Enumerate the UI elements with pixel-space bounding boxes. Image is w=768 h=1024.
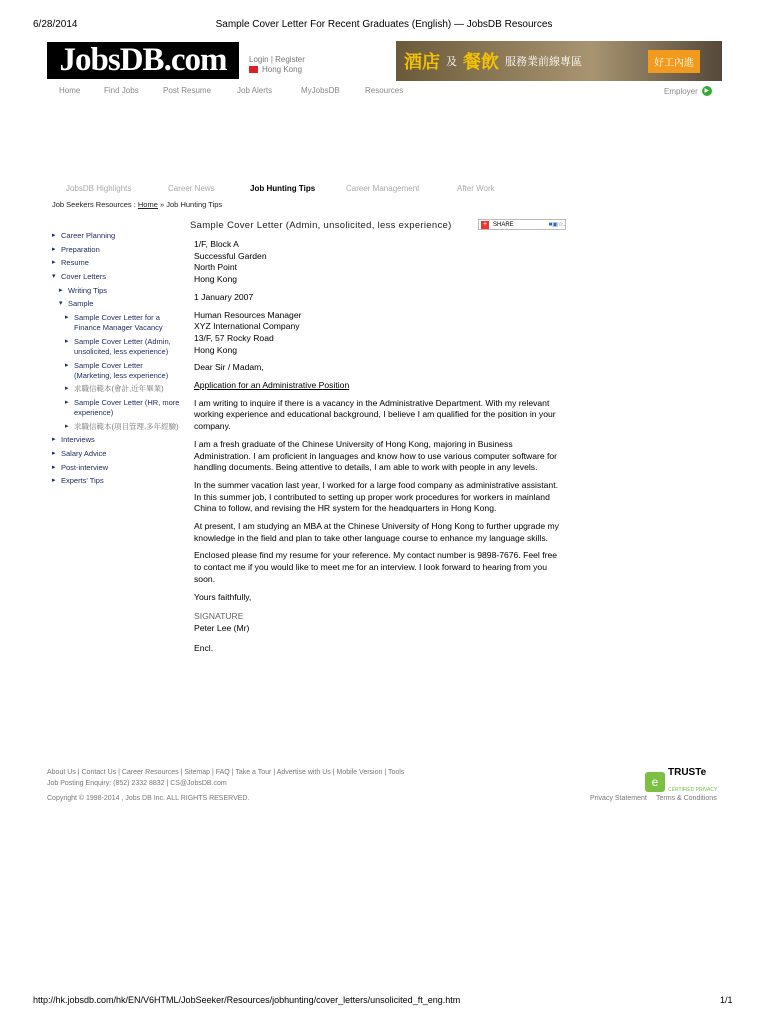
paragraph: At present, I am studying an MBA at the Chinese University of Hong Kong to further upgrade my knowledge in the field and plan to take other language course to enhance my language skills. xyxy=(194,521,559,543)
register-link[interactable]: Register xyxy=(275,55,305,64)
banner-text: 及 xyxy=(446,56,457,68)
sidebar-item-sample-accounting-zh[interactable]: ▸ 求職信範本(會計,近年畢業) xyxy=(65,384,182,394)
banner-text: 酒店 xyxy=(404,52,440,72)
privacy-link[interactable]: Privacy Statement xyxy=(590,795,647,802)
letter-date: 1 January 2007 xyxy=(194,291,254,302)
sidebar-item-salary-advice[interactable]: ▸ Salary Advice xyxy=(52,449,182,459)
sidebar-item-sample-pm-zh[interactable]: ▸ 求職信範本(項目管理,多年經驗) xyxy=(65,422,182,432)
recipient-line: Human Resources Manager xyxy=(194,309,302,320)
print-date: 6/28/2014 xyxy=(33,19,78,30)
sidebar-item-career-planning[interactable]: ▸ Career Planning xyxy=(52,231,182,241)
nav-home[interactable]: Home xyxy=(59,86,81,95)
footer-links[interactable]: About Us | Contact Us | Career Resources | Sitemap | FAQ | Take a Tour | Advertise with Us | Mobile Version | Tools xyxy=(47,769,405,776)
print-title: Sample Cover Letter For Recent Graduates (English) — JobsDB Resources xyxy=(215,19,553,30)
sidebar-item-interviews[interactable]: ▸ Interviews xyxy=(52,435,182,445)
sidebar-item-resume[interactable]: ▸ Resume xyxy=(52,258,182,268)
sidebar-item-sample-admin[interactable]: ▸ Sample Cover Letter (Admin, unsolicited, less experience) xyxy=(65,337,182,357)
nav-resources[interactable]: Resources xyxy=(365,86,404,95)
breadcrumb-prefix: Job Seekers Resources : xyxy=(52,200,136,209)
hong-kong-flag-icon xyxy=(249,66,258,73)
plus-icon: + xyxy=(482,220,488,228)
signer-name: Peter Lee (Mr) xyxy=(194,622,250,633)
sidebar-item-sample[interactable]: ▾ Sample xyxy=(59,299,182,309)
terms-link[interactable]: Terms & Conditions xyxy=(656,795,717,802)
recipient-line: XYZ International Company xyxy=(194,321,300,332)
recipient-line: Hong Kong xyxy=(194,344,238,355)
print-page: 1/1 xyxy=(720,995,733,1005)
region-link[interactable]: Hong Kong xyxy=(262,65,303,74)
address-line: Successful Garden xyxy=(194,250,267,261)
address-line: North Point xyxy=(194,262,237,273)
breadcrumb-separator: » xyxy=(160,200,165,209)
article-title: Sample Cover Letter (Admin, unsolicited, less experience) xyxy=(190,220,452,231)
closing: Yours faithfully, xyxy=(194,591,252,602)
breadcrumb xyxy=(52,200,222,209)
employer-label: Employer xyxy=(664,86,698,96)
paragraph: In the summer vacation last year, I worked for a large food company as administrative assistant. In this summer job, I contributed to setting up proper work procedures for workers in mainland China to follow, and revising the HR system for the headquarters in Hong Kong. xyxy=(194,479,558,514)
tab-career-management[interactable]: Career Management xyxy=(346,184,420,193)
salutation: Dear Sir / Madam, xyxy=(194,362,264,373)
nav-myjobsdb[interactable]: MyJobsDB xyxy=(301,86,340,95)
truste-sublabel: CERTIFIED PRIVACY xyxy=(668,787,718,793)
enclosure: Encl. xyxy=(194,642,214,653)
sidebar xyxy=(52,231,182,490)
print-url: http://hk.jobsdb.com/hk/EN/V6HTML/JobSeeker/Resources/jobhunting/cover_letters/unsolicited_ft_eng.htm xyxy=(33,995,461,1005)
sender-address xyxy=(194,239,564,286)
sidebar-item-sample-hr[interactable]: ▸ Sample Cover Letter (HR, more experience) xyxy=(65,398,182,418)
banner-text: 服務業前線專區 xyxy=(505,56,582,68)
jobsdb-logo[interactable]: JobsDB.com xyxy=(47,42,239,79)
breadcrumb-home[interactable]: Home xyxy=(137,200,158,209)
nav-find-jobs[interactable]: Find Jobs xyxy=(104,86,139,95)
truste-label: TRUSTe xyxy=(668,767,707,778)
login-link[interactable]: Login xyxy=(249,55,269,64)
address-line: Hong Kong xyxy=(194,274,238,285)
arrow-right-icon: ▶ xyxy=(702,86,712,96)
footer-enquiry[interactable]: Job Posting Enquiry: (852) 2332 8832 | CS@JobsDB.com xyxy=(47,780,227,787)
paragraph: I am a fresh graduate of the Chinese University of Hong Kong, majoring in Business Administration. I am proficient in languages and know how to use various computer software for handling documents. Being attentive to details, I am able to work with people in any levels. xyxy=(194,438,558,473)
sidebar-item-preparation[interactable]: ▸ Preparation xyxy=(52,245,182,255)
share-label: SHARE xyxy=(493,221,514,228)
sidebar-item-sample-finance[interactable]: ▸ Sample Cover Letter for a Finance Manager Vacancy xyxy=(65,313,182,333)
paragraph: Enclosed please find my resume for your reference. My contact number is 9898-7676. Feel free to contact me if you would like to meet me for an interview. I look forward to hearing from you soon. xyxy=(194,550,558,584)
sidebar-item-post-interview[interactable]: ▸ Post-interview xyxy=(52,463,182,473)
banner-text: 餐飲 xyxy=(463,52,499,72)
signature: SIGNATURE xyxy=(194,611,244,622)
recipient-address xyxy=(194,310,564,357)
separator: | xyxy=(270,55,273,64)
nav-post-resume[interactable]: Post Resume xyxy=(163,86,212,95)
tab-career-news[interactable]: Career News xyxy=(168,184,215,193)
banner-button[interactable]: 好工內進 xyxy=(648,50,700,73)
truste-icon: e xyxy=(645,772,665,792)
sidebar-item-writing-tips[interactable]: ▸ Writing Tips xyxy=(59,286,182,296)
social-icons: ■▣☆. xyxy=(548,222,565,228)
truste-badge[interactable] xyxy=(645,767,717,796)
employer-link[interactable] xyxy=(664,86,712,96)
sidebar-item-sample-marketing[interactable]: ▸ Sample Cover Letter (Marketing, less experience) xyxy=(65,361,182,381)
recipient-line: 13/F, 57 Rocky Road xyxy=(194,332,274,343)
sidebar-item-cover-letters[interactable]: ▾ Cover Letters xyxy=(52,272,182,282)
nav-job-alerts[interactable]: Job Alerts xyxy=(237,86,273,95)
sidebar-item-experts-tips[interactable]: ▸ Experts' Tips xyxy=(52,476,182,486)
tab-after-work[interactable]: After Work xyxy=(457,184,495,193)
share-button[interactable] xyxy=(478,219,566,230)
cover-letter xyxy=(194,239,564,660)
tab-job-hunting-tips[interactable]: Job Hunting Tips xyxy=(250,184,316,193)
address-line: 1/F, Block A xyxy=(194,239,239,249)
tab-highlights[interactable]: JobsDB Highlights xyxy=(66,184,132,193)
paragraph: I am writing to inquire if there is a vacancy in the Administrative Department. With my relevant working experience and educational background, I believe I am qualified for the position in your company. xyxy=(194,397,556,432)
breadcrumb-current: Job Hunting Tips xyxy=(166,200,223,209)
subject: Application for an Administrative Position xyxy=(194,380,350,391)
ad-banner[interactable] xyxy=(396,41,722,81)
copyright: Copyright © 1998-2014 , Jobs DB Inc. ALL RIGHTS RESERVED. xyxy=(47,795,250,802)
